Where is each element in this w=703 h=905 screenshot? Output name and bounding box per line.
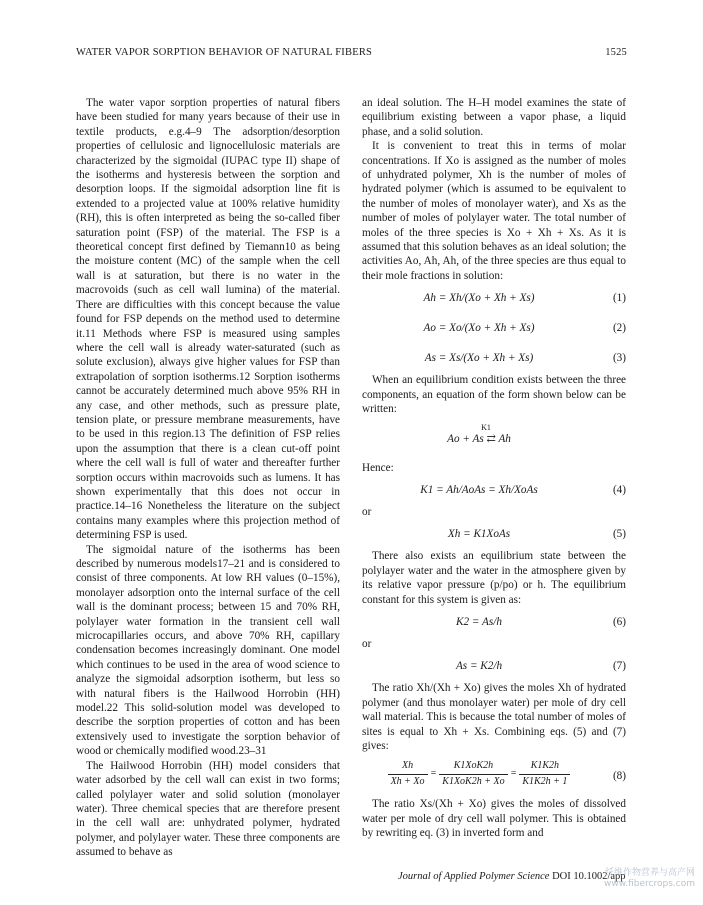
- left-paragraph-1: The water vapor sorption properties of natural fibers have been studied for many years because of their use in textile products, e.g.4–9 The adsorption/desorption properties of cellulosic and lignocellulosic materials are characterized by the sigmoidal (IUPAC type II) shape of the isotherms and hysteresis between the sorption and desorption loops. If the sigmoidal adsorption line fit is extended to a projected value at 100% relative humidity (RH), this is often interpreted as being the so-called fiber saturation point (FSP) of the material. The FSP is a theoretical concept first defined by Tiemann10 as being the moisture content (MC) of the sample when the cell wall is at saturation, but there is no water in the macrovoids (such as cell wall lumina) of the material. There are difficulties with this concept because the value found for FSP depends on the method used to determine it.11 Methods where FSP is measured using samples where the cell wall is already water-saturated (such as solute exclusion), always give higher values for FSP than extrapolation of sorption isotherms.12 Sorption isotherms cannot be accurately determined much above 95% RH in any case, and other methods, such as pressure plate, tension plate, or pressure membrane measurements, have to be used in this region.13 The definition of FSP relies upon the assumption that there is a clean cut-off point where the cell wall is full of water and thereafter further sorption occurs within macrovoids such as lumens. It has shown experimentally that this does not occur in practice.14–16 Nonetheless the literature on the subject contains many examples where this projection method of determining FSP is used.: [76, 97, 340, 542]
- left-paragraph-2: The sigmoidal nature of the isotherms has been described by numerous models17–21 and is considered to consist of three components. At low RH values (0–15%), monolayer adsorption onto the internal surface of the cell wall is the dominant process; between 15 and 70% RH, polylayer water formation in the transient cell wall microcapillaries occurs, and above 70% RH, capillary condensation becomes increasingly dominant. One model which continues to be used in the area of wood science to analyze the sigmoidal adsorption isotherm, but less so with natural fibers is the Hailwood Horrobin (HH) model.22 This solid-solution model was developed to describe the sorption properties of cotton and has been extensively used to investigate the sorption behavior of wood or chemically modified wood.23–31: [76, 543, 340, 758]
- page-number: 1525: [605, 47, 627, 58]
- left-paragraph-3: The Hailwood Horrobin (HH) model considers that water adsorbed by the cell wall can exist in two forms; called polylayer water and solid solution (monolayer water). Three chemical species that are therefore present in the cell wall are: unhydrated polymer, hydrated polymer, and polylayer water. These three components are assumed to behave as: [76, 759, 340, 859]
- equation-2-formula: Ao = Xo/(Xo + Xh + Xs): [423, 322, 535, 335]
- fraction-c-numerator: K1K2h: [519, 759, 570, 774]
- fraction-a-numerator: Xh: [388, 759, 428, 774]
- equation-8-number: (8): [612, 770, 626, 783]
- equation-8-fraction-b: [439, 759, 507, 789]
- right-paragraph-5: The ratio Xh/(Xh + Xo) gives the moles Xh of hydrated polymer (and thus monolayer water) per mole of dry cell wall material. This is because the total number of moles of sites is equal to Xh + Xs. Combining eqs. (5) and (7) gives:: [362, 682, 626, 752]
- right-paragraph-4: There also exists an equilibrium state between the polylayer water and the water in the atmosphere given by its relative vapor pressure (p/po) or h. The equilibrium constant for this system is given as:: [362, 550, 626, 606]
- running-title: WATER VAPOR SORPTION BEHAVIOR OF NATURAL FIBERS: [76, 47, 373, 58]
- journal-name: Journal of Applied Polymer Science: [398, 871, 550, 882]
- or-label-1: or: [362, 505, 372, 518]
- equation-6-number: (6): [612, 615, 626, 628]
- equation-4: [362, 475, 626, 505]
- equation-3-formula: As = Xs/(Xo + Xh + Xs): [424, 352, 534, 365]
- or-label-2: or: [362, 637, 372, 650]
- equation-7-formula: As = K2/h: [455, 660, 503, 673]
- equation-3-number: (3): [612, 352, 626, 365]
- right-paragraph-1: an ideal solution. The H–H model examines the state of equilibrium existing between a vapor phase, a liquid phase, and a solid solution.: [362, 97, 626, 138]
- equation-1: [362, 283, 626, 313]
- watermark-line-2: www.fibercrops.com: [604, 879, 695, 889]
- equation-5-formula: Xh = K1XoAs: [447, 528, 511, 541]
- equation-5-number: (5): [612, 528, 626, 541]
- hence-label: Hence:: [362, 461, 394, 474]
- fraction-c-denominator: K1K2h + 1: [522, 775, 568, 787]
- reaction-formula: Ao + As ⇄ Ah: [447, 432, 511, 445]
- fraction-a-denominator: Xh + Xo: [390, 775, 425, 787]
- watermark: [604, 868, 695, 890]
- equation-6-formula: K2 = As/h: [456, 615, 502, 628]
- equation-7-number: (7): [612, 660, 626, 673]
- right-paragraph-6: The ratio Xs/(Xh + Xo) gives the moles of dissolved water per mole of dry cell wall polymer. This is obtained by rewriting eq. (3) in inverted form and: [362, 798, 626, 840]
- equation-5: [362, 519, 626, 549]
- equation-8-fraction-c: [519, 759, 570, 789]
- equation-1-formula: Ah = Xh/(Xo + Xh + Xs): [423, 292, 535, 305]
- right-column: [362, 96, 626, 841]
- equation-7: [362, 651, 626, 681]
- equation-2: [362, 313, 626, 343]
- equation-8: [362, 757, 626, 797]
- footer: [398, 871, 626, 882]
- equation-3: [362, 343, 626, 373]
- equation-6: [362, 607, 626, 637]
- fraction-b-denominator: K1XoK2h + Xo: [442, 775, 505, 787]
- reaction-equation: [362, 417, 626, 461]
- reaction-constant: K1: [481, 422, 491, 432]
- right-paragraph-2: It is convenient to treat this in terms of molar concentrations. If Xo is assigned as the number of moles of unhydrated polymer, Xh is the number of moles of hydrated polymer (which is assumed to be equivalent to the number of moles of monolayer water), and Xs as the number of moles of polylayer water. The total number of moles of the three species is Xo + Xh + Xs. As it is assumed that this solution behaves as an ideal solution; the activities Ao, Ah, Ah, of the three species are thus equal to their mole fractions in solution:: [362, 140, 626, 282]
- equation-8-formula: $\frac{Xh}{Xh + Xo}$ = $\frac{\text{K1XoK2h}}{\text{K1XoK2h + Xo}}$ = $\frac{K1K2h}{K1K2h + 1}$: [362, 759, 596, 789]
- right-paragraph-3: When an equilibrium condition exists between the three components, an equation of the form shown below can be written:: [362, 374, 626, 416]
- equation-1-number: (1): [612, 292, 626, 305]
- fraction-b-numerator: K1XoK2h: [439, 759, 507, 774]
- equation-8-fraction-a: [388, 759, 428, 789]
- doi: DOI 10.1002/app: [552, 871, 626, 882]
- equation-4-formula: K1 = Ah/AoAs = Xh/XoAs: [420, 483, 538, 496]
- equation-2-number: (2): [612, 322, 626, 335]
- left-column: [76, 96, 340, 860]
- equation-4-number: (4): [612, 483, 626, 496]
- watermark-line-1: 纤维作物营养与高产网: [604, 868, 695, 878]
